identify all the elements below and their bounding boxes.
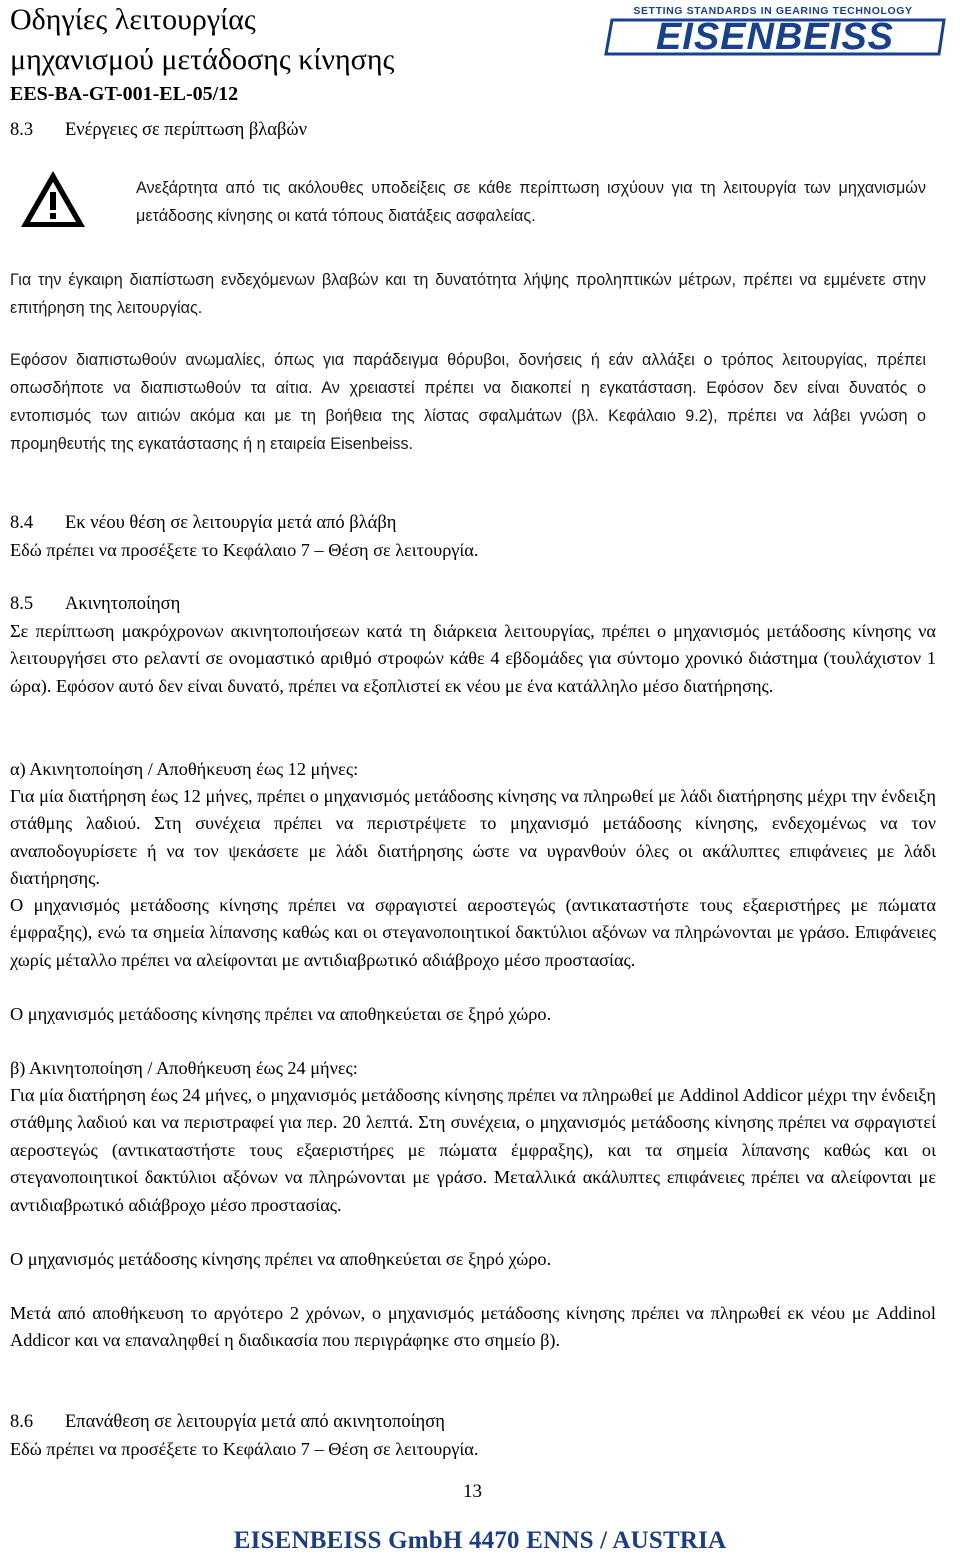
logo-tagline: SETTING STANDARDS IN GEARING TECHNOLOGY (633, 5, 913, 17)
section-title: Ακινητοποίηση (65, 594, 181, 614)
section-title: Επανάθεση σε λειτουργία μετά από ακινητοποίηση (65, 1412, 445, 1432)
header (10, 0, 394, 106)
section-8-4-text: Εδώ πρέπει να προσέξετε το Κεφάλαιο 7 – Θέση σε λειτουργία. (10, 540, 479, 560)
warning-triangle-icon (18, 168, 88, 230)
subsection-a-paragraph-2: Ο μηχανισμός μετάδοσης κίνησης πρέπει να σφραγιστεί αεροστεγώς (αντικαταστήστε τους εξαεριστήρες με πώματα έμφραξης), ενώ τα σημεία λίπανσης καθώς και οι στεγανοποιητικοί δακτύλιοι αξόνων να πληρώνονται με γράσο. Επιφάνειες χωρίς μέταλλο πρέπει να αλείφονται με αντιδιαβρωτικό αδιάβροχο μέσο προστασίας. (10, 895, 936, 970)
subsection-b-paragraph-1: Για μία διατήρηση έως 24 μήνες, ο μηχανισμός μετάδοσης κίνησης πρέπει να πληρωθεί με Addinol Addicor μέχρι την ένδειξη στάθμης λαδιού και να περιστραφεί για περ. 20 λεπτά. Στη συνέχεια, ο μηχανισμός μετάδοσης κίνησης πρέπει να σφραγιστεί αεροστεγώς (αντικαταστήστε τους εξαεριστήρες με πώματα έμφραξης), και τα σημεία λίπανσης καθώς και οι στεγανοποιητικοί δακτύλιοι αξόνων να πληρώνονται με γράσο. Μεταλλικά ακάλυπτες επιφάνειες πρέπει να αλείφονται με αντιδιαβρωτικό αδιάβροχο μέσο προστασίας. (10, 1085, 936, 1215)
subsection-a-paragraph-1: Για μία διατήρηση έως 12 μήνες, πρέπει ο μηχανισμός μετάδοσης κίνησης να πληρωθεί με λάδι διατήρησης μέχρι την ένδειξη στάθμης λαδιού. Στη συνέχεια πρέπει να περιστρέψετε το μηχανισμό μετάδοσης κίνησης, ενδεχομένως να τον αναποδογυρίσετε ή να τον ψεκάσετε με λάδι διατήρησης ώστε να υγρανθούν όλες οι ακάλυπτες επιφάνειες με λάδι διατήρησης. (10, 786, 936, 889)
warning-text: Ανεξάρτητα από τις ακόλουθες υποδείξεις σε κάθε περίπτωση ισχύουν για τη λειτουργία των μηχανισμών μετάδοσης κίνησης οι κατά τόπους διατάξεις ασφαλείας. (136, 179, 926, 225)
paragraph-monitoring: Για την έγκαιρη διαπίστωση ενδεχόμενων βλαβών και τη δυνατότητα λήψης προληπτικών μέτρων, πρέπει να εμμένετε στην επιτήρηση της λειτουργίας. (10, 271, 926, 317)
logo-wordmark: EISENBEISS (655, 16, 895, 58)
subsection-b-heading: β) Ακινητοποίηση / Αποθήκευση έως 24 μήνες: (10, 1058, 358, 1078)
paragraph-after-storage: Μετά από αποθήκευση το αργότερο 2 χρόνων, ο μηχανισμός μετάδοσης κίνησης πρέπει να πληρωθεί εκ νέου με Addinol Addicor και να επαναληφθεί η διαδικασία που περιγράφηκε στο σημείο β). (10, 1303, 936, 1351)
page-number: 13 (463, 1481, 482, 1502)
section-8-5-intro: Σε περίπτωση μακρόχρονων ακινητοποιήσεων κατά τη διάρκεια λειτουργίας, πρέπει ο μηχανισμός μετάδοσης κίνησης να λειτουργήσει στο ρελαντί σε ονομαστικό αριθμό στροφών κάθε 4 εβδομάδες για σύντομο χρονικό διάστημα (τουλάχιστον 1 ώρα). Εφόσον αυτό δεν είναι δυνατό, πρέπει να εξοπλιστεί εκ νέου με ένα κατάλληλο μέσο διατήρησης. (10, 621, 936, 696)
section-8-4-heading (10, 510, 396, 537)
eisenbeiss-logo (592, 4, 954, 60)
section-8-6-text: Εδώ πρέπει να προσέξετε το Κεφάλαιο 7 – Θέση σε λειτουργία. (10, 1439, 479, 1459)
section-title: Ενέργειες σε περίπτωση βλαβών (65, 120, 307, 140)
section-8-3-heading (10, 117, 307, 144)
doc-title-line-1: Οδηγίες λειτουργίας (10, 3, 256, 36)
doc-title-line-2: μηχανισμού μετάδοσης κίνησης (10, 43, 395, 76)
section-title: Εκ νέου θέση σε λειτουργία μετά από βλάβη (65, 513, 397, 533)
section-number: 8.5 (10, 594, 34, 614)
subsection-a-heading: α) Ακινητοποίηση / Αποθήκευση έως 12 μήνες: (10, 759, 359, 779)
section-number: 8.4 (10, 513, 34, 533)
subsection-a-paragraph-3: Ο μηχανισμός μετάδοσης κίνησης πρέπει να αποθηκεύεται σε ξηρό χώρο. (10, 1004, 552, 1024)
section-number: 8.3 (10, 120, 34, 140)
doc-code: EES-BA-GT-001-EL-05/12 (10, 83, 239, 105)
subsection-b-paragraph-2: Ο μηχανισμός μετάδοσης κίνησης πρέπει να αποθηκεύεται σε ξηρό χώρο. (10, 1249, 552, 1269)
section-8-5-heading (10, 591, 180, 618)
section-8-6-heading (10, 1409, 445, 1436)
paragraph-anomalies: Εφόσον διαπιστωθούν ανωμαλίες, όπως για παράδειγμα θόρυβοι, δονήσεις ή εάν αλλάξει ο τρόπος λειτουργίας, πρέπει οπωσδήποτε να διαπιστωθούν τα αίτια. Αν χρειαστεί πρέπει να διακοπεί η εγκατάσταση. Εφόσον δεν είναι δυνατός ο εντοπισμός των αιτιών ακόμα και με τη βοήθεια της λίστας σφαλμάτων (βλ. Κεφάλαιο 9.2), πρέπει να λάβει γνώση ο προμηθευτής της εγκατάστασης ή η εταιρεία Eisenbeiss. (10, 351, 926, 453)
footer-company-address: EISENBEISS GmbH 4470 ENNS / AUSTRIA (233, 1527, 727, 1554)
section-number: 8.6 (10, 1412, 34, 1432)
